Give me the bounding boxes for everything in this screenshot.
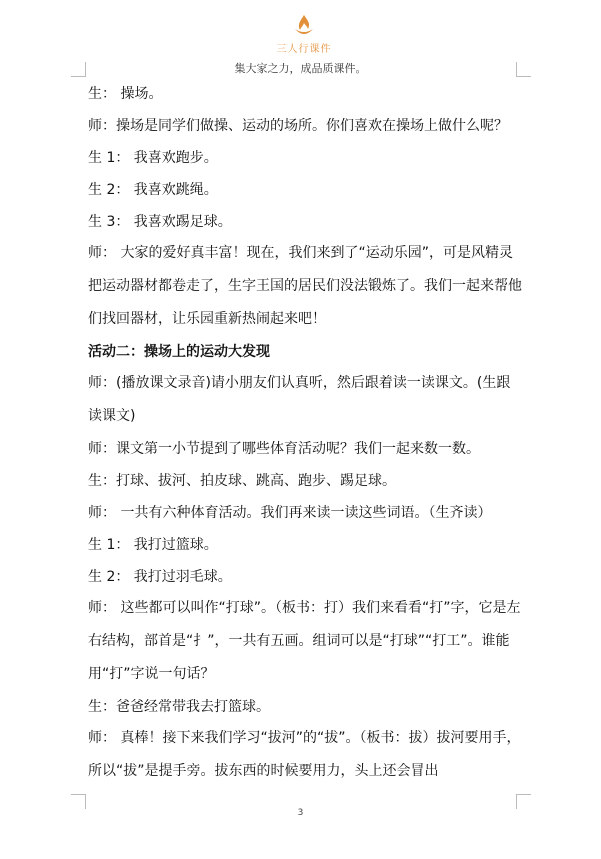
page-number: 3 — [297, 808, 304, 818]
crop-mark-top-right — [516, 62, 531, 77]
crop-mark-bottom-right — [516, 794, 531, 809]
paragraph: 师：课文第一小节提到了哪些体育活动呢？我们一起来数一数。 — [88, 441, 480, 457]
paragraph: 师： 大家的爱好真丰富！现在，我们来到了“运动乐园”，可是风精灵把运动器材都卷走了，生字王国的居民们没法锻炼了。我们一起来帮他们找回器材，让乐园重新热闹起来吧！ — [88, 245, 522, 327]
paragraph: 师：操场是同学们做操、运动的场所。你们喜欢在操场上做什么呢？ — [88, 118, 508, 134]
header-slogan: 集大家之力，成品质课件。 — [234, 62, 367, 75]
paragraph: 生 2： 我打过羽毛球。 — [88, 569, 232, 585]
document-body — [88, 82, 524, 792]
paragraph: 师：(播放课文录音)请小朋友们认真听，然后跟着读一读课文。(生跟读课文) — [88, 375, 511, 424]
brand-logo — [272, 14, 336, 66]
paragraph: 师： 这些都可以叫作“打球”。（板书：打）我们来看看“打”字，它是左右结构，部首是“扌”，一共有五画。组词可以是“打球”“打工”。谁能用“打”字说一句话？ — [88, 600, 521, 682]
paragraph: 师： 真棒！接下来我们学习“拔河”的“拔”。（板书：拔）拔河要用手，所以“拔”是提手旁。拔东西的时候要用力，头上还会冒出 — [88, 730, 521, 779]
crop-mark-top-left — [71, 62, 86, 77]
brand-name: 三人行课件 — [276, 44, 332, 55]
paragraph: 生：爸爸经常带我去打篮球。 — [88, 699, 270, 715]
paragraph: 生 1： 我喜欢跑步。 — [88, 150, 218, 166]
paragraph: 生： 操场。 — [88, 86, 163, 102]
paragraph: 生 3： 我喜欢踢足球。 — [88, 214, 232, 230]
section-heading: 活动二：操场上的运动大发现 — [88, 344, 270, 360]
paragraph: 师： 一共有六种体育活动。我们再来读一读这些词语。（生齐读） — [88, 505, 492, 521]
paragraph: 生：打球、拔河、拍皮球、跳高、跑步、踢足球。 — [88, 473, 396, 489]
paragraph: 生 2： 我喜欢跳绳。 — [88, 182, 218, 198]
crop-mark-bottom-left — [71, 794, 86, 809]
flame-logo-icon — [292, 14, 316, 38]
paragraph: 生 1： 我打过篮球。 — [88, 537, 218, 553]
